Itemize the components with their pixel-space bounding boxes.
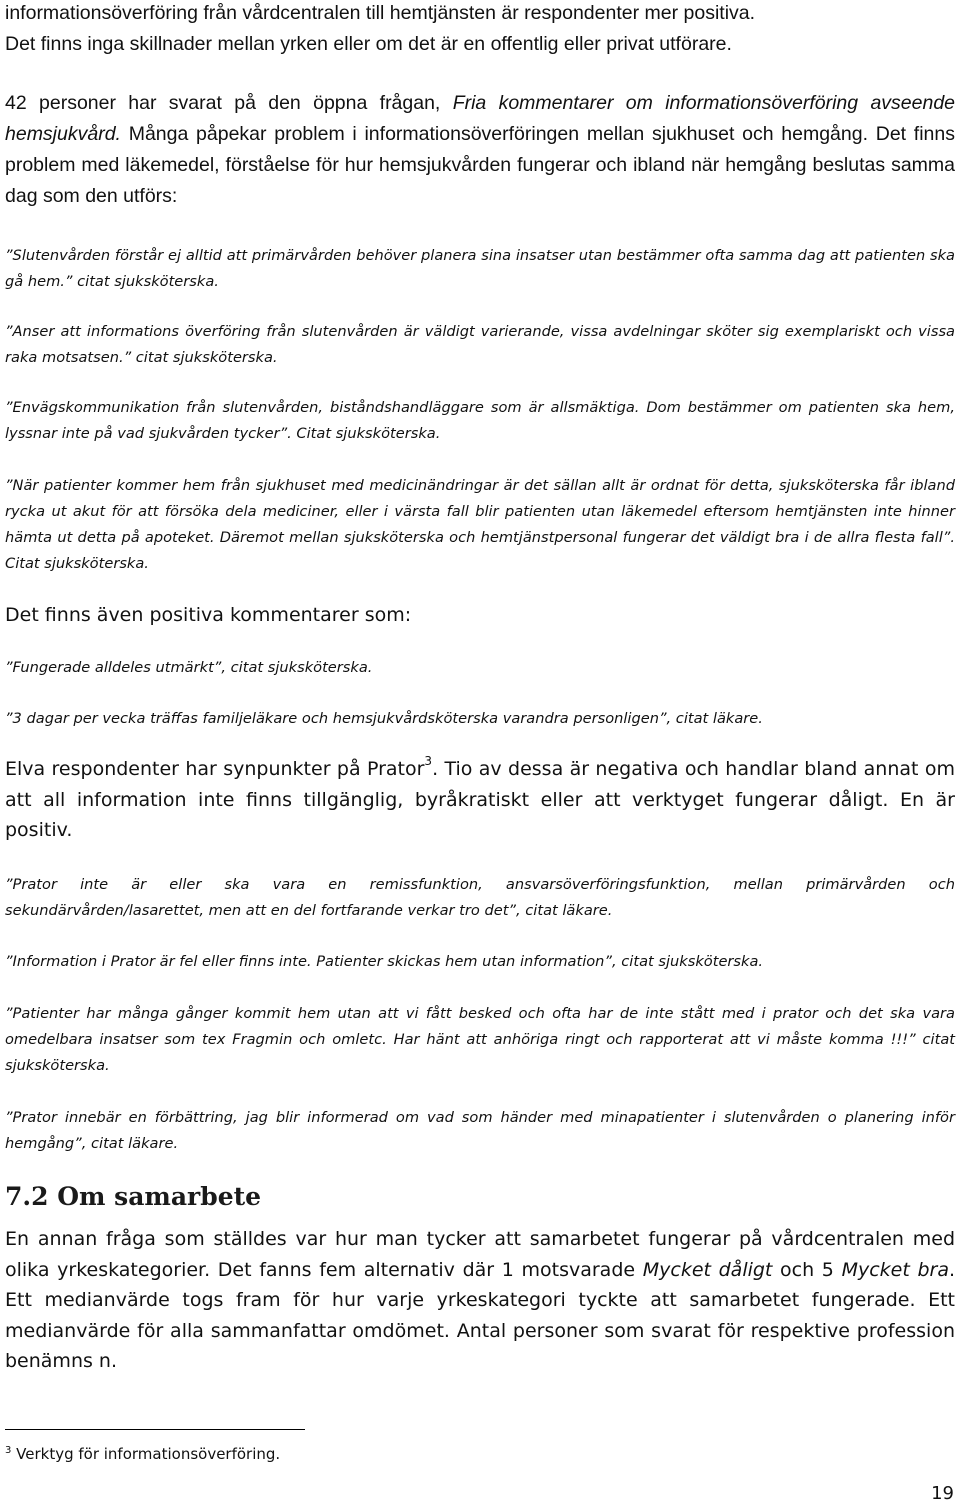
text-span: Elva respondenter har synpunkter på Prator (5, 758, 425, 780)
section-heading: 7.2 Om samarbete (5, 1182, 262, 1211)
quote (5, 395, 955, 447)
footnote-reference: 3 (424, 754, 433, 768)
text-span: 42 personer har svarat på den öppna frågan, (5, 92, 453, 114)
page-number: 19 (931, 1483, 954, 1504)
text-span: En annan fråga som ställdes var hur man tycker att samarbetet fungerar på vårdcentralen med olika yrkeskategorier. Det fanns fem alternativ där 1 motsvarade (5, 1228, 955, 1281)
text-span: och 5 (772, 1258, 842, 1281)
paragraph-prator (5, 754, 955, 846)
quote: ”Patienter har många gånger kommit hem utan att vi fått besked och ofta har de inte stått med i prator och det ska vara omedelbara insatser som tex Fragmin och omletc. Har hänt att anhöriga ringt och rapporterat att vi måste komma !!!” citat sjuksköterska. (5, 1005, 955, 1074)
quote: ”Slutenvården förstår ej alltid att primärvården behöver planera sina insatser utan bestämmer ofta samma dag att patienten ska gå hem.” citat sjuksköterska. (5, 247, 955, 290)
quote-text: ”Envägskommunikation från slutenvården, biståndshandläggare som är allsmäktiga. (5, 399, 640, 416)
quote (5, 473, 955, 577)
paragraph-collaboration (5, 1224, 955, 1377)
quote-text: Dom bestämmer om patienten ska hem, lyssnar inte på vad sjukvården tycker”. Citat sjuksköterska. (5, 399, 956, 442)
question-title: Fria kommentarer om informationsöverföring avseende hemsjukvård. (5, 92, 956, 145)
quote: ”3 dagar per vecka träffas familjeläkare och hemsjukvårdsköterska varandra personligen”, citat läkare. (5, 710, 763, 727)
quote: ”Fungerade alldeles utmärkt”, citat sjuksköterska. (5, 659, 373, 676)
positive-comments-heading: Det finns även positiva kommentarer som: (5, 604, 412, 626)
scale-label: Mycket dåligt (642, 1258, 773, 1281)
quote: ”Prator innebär en förbättring, jag blir informerad om vad som händer med minapatienter i slutenvården o planering inför hemgång”, citat läkare. (5, 1109, 955, 1152)
quote-text: Däremot mellan sjuksköterska och hemtjänstpersonal fungerar det väldigt bra i de allra flesta fall”. Citat sjuksköterska. (5, 529, 955, 572)
footnote-number: 3 (5, 1445, 12, 1456)
paragraph-open-question (5, 88, 955, 212)
paragraph-continuation (5, 0, 955, 60)
text-span: . Tio av dessa är negativa och handlar bland annat om att all information inte finns tillgänglig, byråkratiskt eller att verktyget fungerar dåligt. En är positiv. (5, 758, 955, 841)
quote-text: ”När patienter kommer hem från sjukhuset med medicinändringar är det sällan allt är ordnat för detta, sjuksköterska får ibland rycka ut akut för att försöka dela mediciner, eller i värsta fall blir patienten utan läkemedel eftersom hemtjänsten inte hinner hämta ut detta på apoteket. (5, 477, 955, 546)
text-span: . Ett medianvärde togs fram för hur varje yrkeskategori tyckte att samarbetet fungerade. Ett medianvärde för alla sammanfattar omdömet. Antal personer som svarat för respektive profession benämns n. (5, 1258, 956, 1372)
text-span: Det finns problem med läkemedel, förståelse för hur hemsjukvården fungerar och ibland när hemgång beslutas samma dag som den utförs: (5, 123, 955, 207)
text-span: Många påpekar problem i informationsöverföringen mellan sjukhuset och hemgång. (120, 123, 876, 145)
paragraph-line: Det finns inga skillnader mellan yrken eller om det är en offentlig eller privat utförare. (5, 33, 732, 55)
footnote (5, 1441, 280, 1464)
footnote-text: Verktyg för informationsöverföring. (11, 1445, 281, 1463)
paragraph-line: informationsöverföring från vårdcentralen till hemtjänsten är respondenter mer positiva. (5, 2, 756, 24)
scale-label: Mycket bra (841, 1258, 949, 1281)
footnote-divider (5, 1429, 305, 1430)
quote: ”Information i Prator är fel eller finns inte. Patienter skickas hem utan information”, citat sjuksköterska. (5, 953, 764, 970)
quote: ”Anser att informations överföring från slutenvården är väldigt varierande, vissa avdelningar sköter sig exemplariskt och vissa raka motsatsen.” citat sjuksköterska. (5, 323, 955, 366)
quote: ”Prator inte är eller ska vara en remissfunktion, ansvarsöverföringsfunktion, mellan primärvården och sekundärvården/lasarettet, men att en del fortfarande verkar tro det”, citat läkare. (5, 876, 955, 919)
